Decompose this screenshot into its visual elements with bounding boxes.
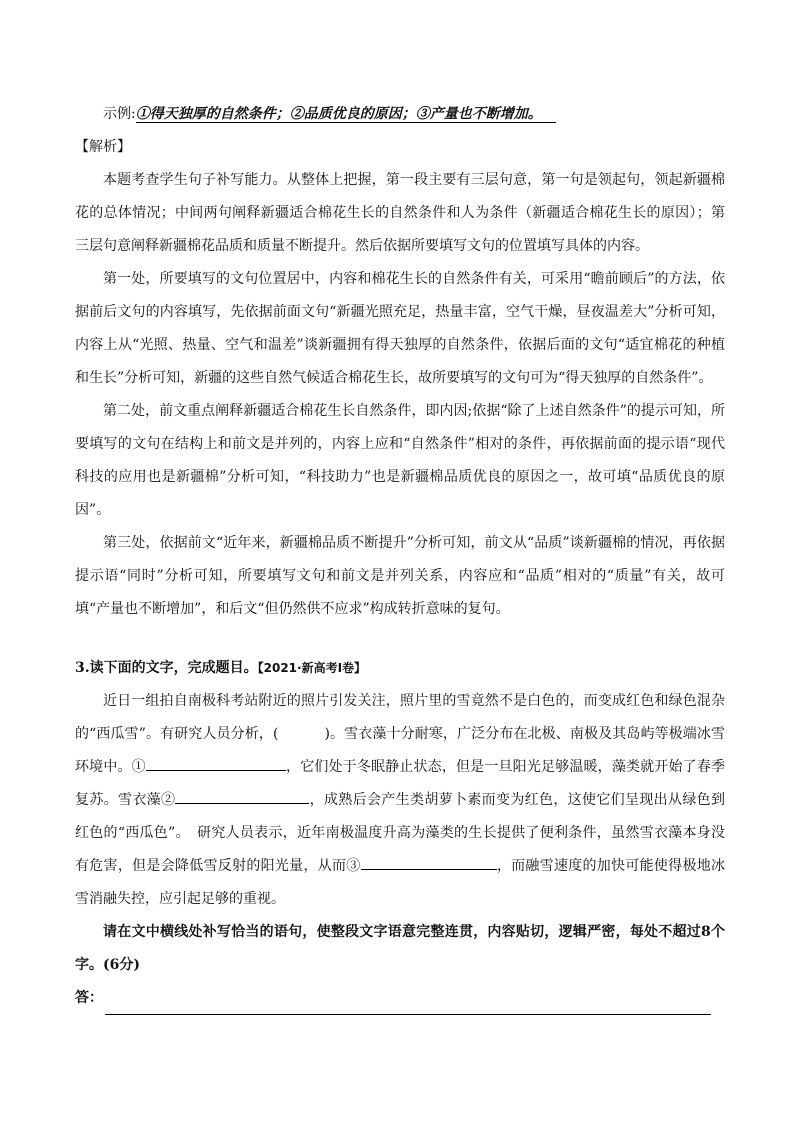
analysis-heading: 【解析】 — [75, 139, 131, 155]
answer-blank-2[interactable] — [175, 789, 309, 804]
answer-row — [75, 982, 725, 1015]
question-title: 3.读下面的文字，完成题目。 — [75, 660, 258, 676]
answer-blank-3[interactable] — [361, 855, 497, 870]
passage-text-3: ，它们处于冬眠静止状态，但是一旦阳光足够温暖，藻类就开始了春季复苏。雪衣藻② — [75, 759, 726, 808]
passage-text-4: ，成熟后会产生类胡萝卜素而变为红色，这使它们呈现出从绿色到红色的“西瓜色”。 研究人员表示，近年南极温度升高为藻类的生长提供了便利条件，虽然雪衣藻本身没有危害，但是会降低雪反射的阳光量，从而③ — [75, 792, 726, 874]
analysis-paragraph-3: 第二处，前文重点阐释新疆适合棉花生长自然条件，即内因;依据“除了上述自然条件”的提示可知，所要填写的文句在结构上和前文是并列的，内容上应和“自然条件”相对的条件，再依据前面的提示语“现代科技的应用也是新疆棉”分析可知，“科技助力”也是新疆棉品质优良的原因之一，故可填“品质优良的原因”。 — [75, 403, 725, 518]
passage-text-2: )。雪衣藻十分耐寒，广泛分布在北极、南极及其岛屿等极端冰雪环境中。① — [75, 726, 725, 775]
passage-text-1: 近日一组拍自南极科考站附近的照片引发关注，照片里的雪竟然不是白色的，而变成红色和绿色混杂的“西瓜雪”。有研究人员分析，( — [75, 693, 725, 742]
analysis-paragraph-2: 第一处，所要填写的文句位置居中，内容和棉花生长的自然条件有关，可采用“瞻前顾后”的方法，依据前后文句的内容填写，先依据前面文句“新疆光照充足，热量丰富，空气干燥，昼夜温差大”分析可知，内容上从“光照、热量、空气和温差”谈新疆拥有得天独厚的自然条件，依据后面的文句“适宜棉花的种植和生长”分析可知，新疆的这些自然气候适合棉花生长，故所要填写的文句可为“得天独厚的自然条件”。 — [75, 271, 725, 386]
question-heading — [75, 652, 725, 685]
example-label: 示例: — [103, 106, 136, 122]
document-page — [75, 98, 725, 1015]
analysis-paragraph-1: 本题考查学生句子补写能力。从整体上把握，第一段主要有三层句意，第一句是领起句，领起新疆棉花的总体情况；中间两句阐释新疆适合棉花生长的自然条件和人为条件（新疆适合棉花生长的原因）；第三层句意阐释新疆棉花品质和质量不断提升。然后依据所要填写文句的位置填写具体的内容。 — [75, 172, 725, 254]
analysis-paragraph-4: 第三处，依据前文“近年来，新疆棉品质不断提升”分析可知，前文从“品质”谈新疆棉的情况，再依据提示语“同时”分析可知，所要填写文句和前文是并列关系，内容应和“品质”相对的“质量”有关，故可填“产量也不断增加”，和后文“但仍然供不应求”构成转折意味的复句。 — [75, 535, 725, 617]
answer-blank-1[interactable] — [146, 756, 286, 771]
question-source: 【2021·新高考Ⅰ卷】 — [257, 661, 367, 675]
example-answer-line — [75, 98, 725, 131]
question-passage — [75, 685, 725, 916]
passage-text-5: ，而融雪速度的加快可能使得极地冰雪消融失控，应引起足够的重视。 — [75, 858, 726, 907]
answer-input-line[interactable] — [105, 994, 711, 1015]
answer-label: 答： — [75, 990, 103, 1006]
question-instruction: 请在文中横线处补写恰当的语句，使整段文字语意完整连贯，内容贴切，逻辑严密，每处不超过8个字。(6分) — [75, 924, 725, 973]
example-answer-text: ①得天独厚的自然条件；②品质优良的原因；③产量也不断增加。 — [136, 106, 556, 123]
